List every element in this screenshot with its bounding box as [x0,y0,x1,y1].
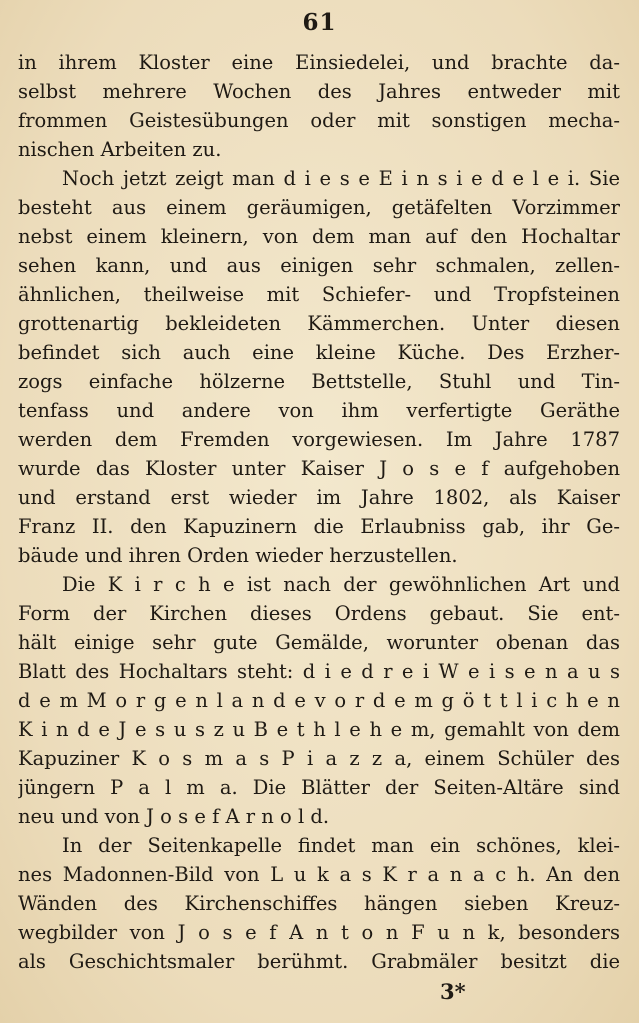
text-line: Die K i r c h e ist nach der gewöhnlichen Art und [62,573,620,596]
text-line: tenfass und andere von ihm verfertigte Geräthe [18,399,620,422]
body-text [18,48,620,976]
text-line: ähnlichen, theilweise mit Schiefer- und Tropfsteinen [18,283,620,306]
text-line: als Geschichtsmaler berühmt. Grabmäler besitzt die [18,950,620,973]
text-line: Wänden des Kirchenschiffes hängen sieben Kreuz- [18,892,620,915]
text-line: nebst einem kleinern, von dem man auf den Hochaltar [18,225,620,248]
text-line: Blatt des Hochaltars steht: d i e d r e i W e i s e n a u s [18,660,620,683]
text-line: bäude und ihren Orden wieder herzustellen. [18,544,458,567]
text-line: nischen Arbeiten zu. [18,138,222,161]
text-line: Franz II. den Kapuzinern die Erlaubniss gab, ihr Ge- [18,515,620,538]
text-line: Noch jetzt zeigt man d i e s e E i n s i e d e l e i. Sie [62,167,620,190]
text-line: neu und von J o s e f A r n o l d. [18,805,330,828]
text-line: frommen Geistesübungen oder mit sonstigen mecha- [18,109,620,132]
text-line: Kapuziner K o s m a s P i a z z a, einem Schüler des [18,747,620,770]
text-line: d e m M o r g e n l a n d e v o r d e m g ö t t l i c h e n [18,689,620,712]
text-line: wegbilder von J o s e f A n t o n F u n k, besonders [18,921,620,944]
text-line: sehen kann, und aus einigen sehr schmalen, zellen- [18,254,620,277]
text-line: wurde das Kloster unter Kaiser J o s e f aufgehoben [18,457,620,480]
text-line: grottenartig bekleideten Kämmerchen. Unter diesen [18,312,620,335]
text-line: Form der Kirchen dieses Ordens gebaut. Sie ent- [18,602,620,625]
text-line: jüngern P a l m a. Die Blätter der Seiten-Altäre sind [18,776,620,799]
signature-mark: 3* [440,979,466,1004]
page-number: 61 [302,9,337,36]
text-line: nes Madonnen-Bild von L u k a s K r a n a c h. An den [18,863,620,886]
text-line: K i n d e J e s u s z u B e t h l e h e m, gemahlt von dem [18,718,620,741]
text-line: in ihrem Kloster eine Einsiedelei, und brachte da- [18,51,620,74]
text-line: und erstand erst wieder im Jahre 1802, als Kaiser [18,486,620,509]
text-line: In der Seitenkapelle findet man ein schönes, klei- [62,834,620,857]
text-line: zogs einfache hölzerne Bettstelle, Stuhl und Tin- [18,370,620,393]
text-line: werden dem Fremden vorgewiesen. Im Jahre 1787 [18,428,620,451]
text-line: besteht aus einem geräumigen, getäfelten Vorzimmer [18,196,620,219]
text-line: hält einige sehr gute Gemälde, worunter obenan das [18,631,620,654]
text-line: befindet sich auch eine kleine Küche. Des Erzher- [18,341,620,364]
text-line: selbst mehrere Wochen des Jahres entweder mit [18,80,620,103]
